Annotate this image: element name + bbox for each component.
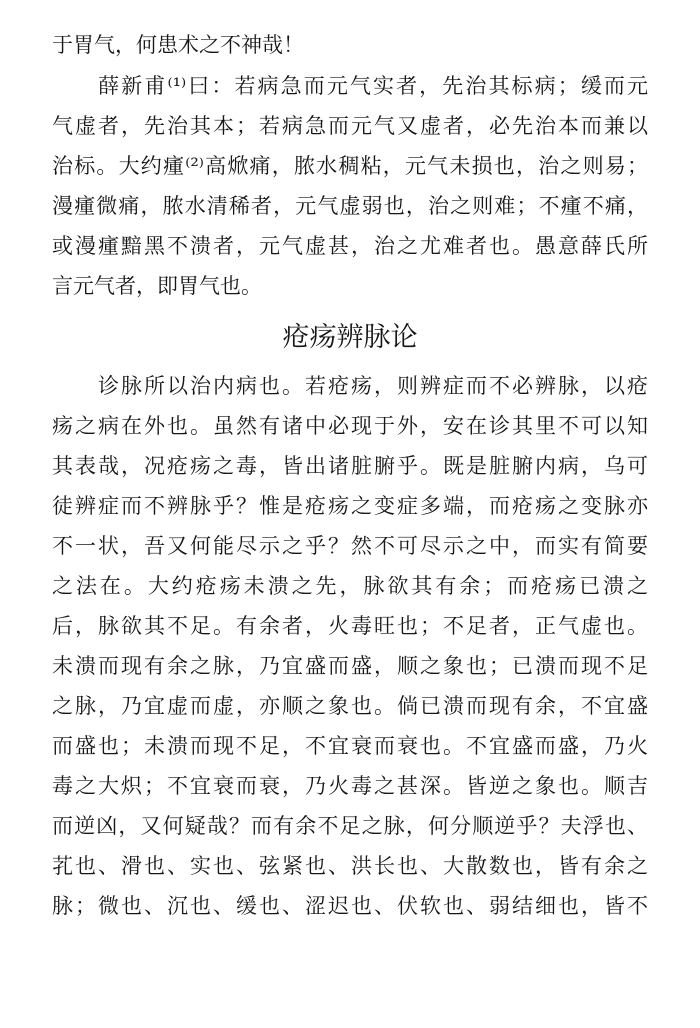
- text-line: 其表哉，况疮疡之毒，皆出诸脏腑乎。既是脏腑内病，乌可: [52, 454, 648, 478]
- text-line: 而逆凶，又何疑哉？而有余不足之脉，何分顺逆乎？夫浮也、: [52, 814, 648, 838]
- text-line: 而盛也；未溃而现不足，不宜衰而衰也。不宜盛而盛，乃火: [52, 734, 648, 758]
- text-line: 之脉，乃宜虚而虚，亦顺之象也。倘已溃而现有余，不宜盛: [52, 694, 648, 718]
- text-line: 脉；微也、沉也、缓也、涩迟也、伏软也、弱结细也，皆不: [52, 894, 648, 918]
- text-line: 治标。大约瘇⁽²⁾高焮痛，脓水稠粘，元气未损也，治之则易；: [52, 154, 648, 178]
- text-line: 毒之大炽；不宜衰而衰，乃火毒之甚深。皆逆之象也。顺吉: [52, 774, 648, 798]
- text-line: 芤也、滑也、实也、弦紧也、洪长也、大散数也，皆有余之: [52, 854, 648, 878]
- text-line: 诊脉所以治内病也。若疮疡，则辨症而不必辨脉，以疮: [52, 374, 648, 398]
- text-line: 或漫瘇黯黑不溃者，元气虚甚，治之尤难者也。愚意薛氏所: [52, 234, 648, 258]
- text-line: 言元气者，即胃气也。: [52, 274, 262, 298]
- text-line: 后，脉欲其不足。有余者，火毒旺也；不足者，正气虚也。: [52, 614, 648, 638]
- text-line: 未溃而现有余之脉，乃宜盛而盛，顺之象也；已溃而现不足: [52, 654, 648, 678]
- text-line: 于胃气，何患术之不神哉！: [52, 33, 304, 57]
- text-line: 之法在。大约疮疡未溃之先，脉欲其有余；而疮疡已溃之: [52, 574, 648, 598]
- text-line: 不一状，吾又何能尽示之乎？然不可尽示之中，而实有简要: [52, 534, 648, 558]
- text-line: 薛新甫⁽¹⁾曰：若病急而元气实者，先治其标病；缓而元: [52, 74, 648, 98]
- text-line: 疡之病在外也。虽然有诸中必现于外，安在诊其里不可以知: [52, 414, 648, 438]
- text-line: 漫瘇微痛，脓水清稀者，元气虚弱也，治之则难；不瘇不痛，: [52, 194, 648, 218]
- text-line: 气虚者，先治其本；若病急而元气又虚者，必先治本而兼以: [52, 114, 648, 138]
- text-line: 徒辨症而不辨脉乎？惟是疮疡之变症多端，而疮疡之变脉亦: [52, 494, 648, 518]
- section-title: 疮疡辨脉论: [282, 322, 418, 353]
